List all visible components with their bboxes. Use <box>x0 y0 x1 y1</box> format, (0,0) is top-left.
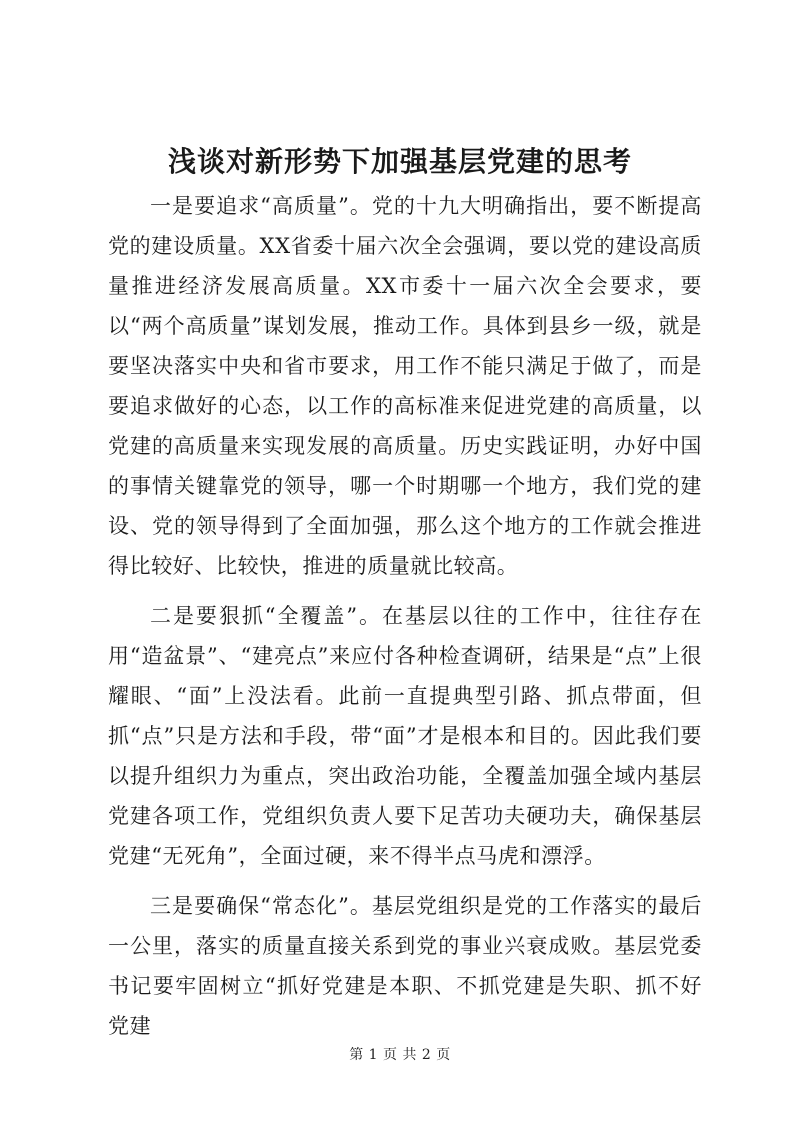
paragraph-3: 三是要确保“常态化”。基层党组织是党的工作落实的最后一公里，落实的质量直接关系到党的事业兴衰成败。基层党委书记要牢固树立“抓好党建是本职、不抓党建是失职、抓不好党建 <box>108 894 702 1038</box>
document-body <box>108 186 702 1056</box>
paragraph-2: 二是要狠抓“全覆盖”。在基层以往的工作中，往往存在用“造盆景”、“建亮点”来应付各种检查调研，结果是“点”上很耀眼、“面”上没法看。此前一直提典型引路、抓点带面，但抓“点”只是方法和手段，带“面”才是根本和目的。因此我们要以提升组织力为重点，突出政治功能，全覆盖加强全域内基层党建各项工作，党组织负责人要下足苦功夫硬功夫，确保基层党建“无死角”，全面过硬，来不得半点马虎和漂浮。 <box>108 604 702 868</box>
page-number-footer: 第 1 页 共 2 页 <box>349 1047 451 1063</box>
paragraph-1: 一是要追求“高质量”。党的十九大明确指出，要不断提高党的建设质量。XX省委十届六次全会强调，要以党的建设高质量推进经济发展高质量。XX市委十一届六次全会要求，要以“两个高质量”谋划发展，推动工作。具体到县乡一级，就是要坚决落实中央和省市要求，用工作不能只满足于做了，而是要追求做好的心态，以工作的高标准来促进党建的高质量，以党建的高质量来实现发展的高质量。历史实践证明，办好中国的事情关键靠党的领导，哪一个时期哪一个地方，我们党的建设、党的领导得到了全面加强，那么这个地方的工作就会推进得比较好、比较快，推进的质量就比较高。 <box>108 194 702 578</box>
document-title: 浅谈对新形势下加强基层党建的思考 <box>167 145 632 178</box>
